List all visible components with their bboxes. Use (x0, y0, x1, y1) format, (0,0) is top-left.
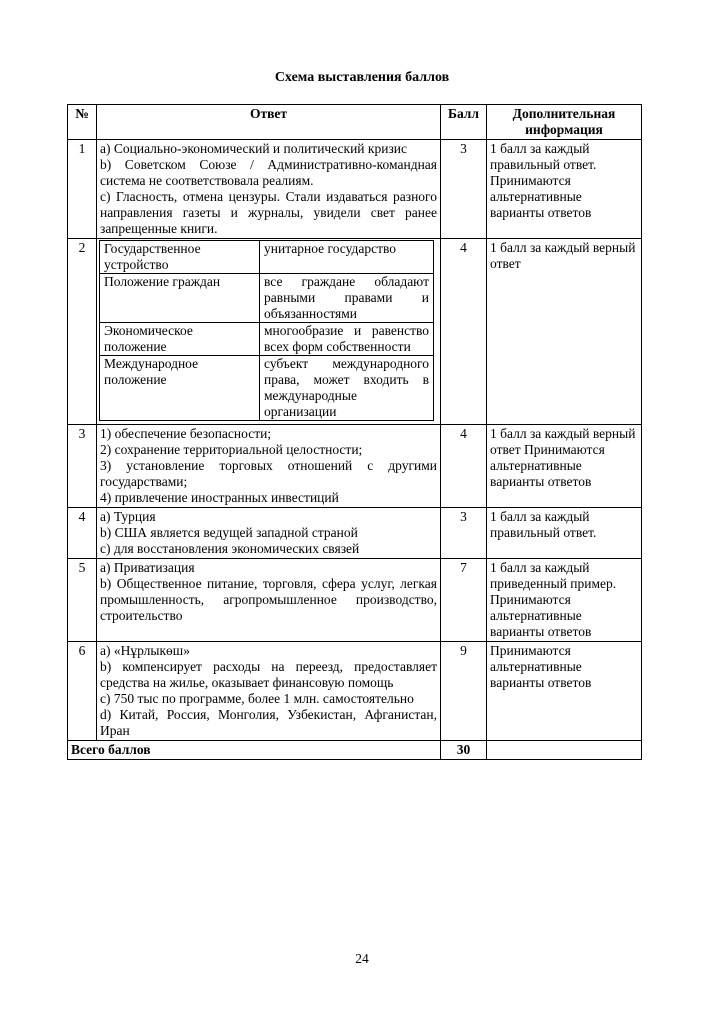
answer-line: a) Приватизация (100, 560, 195, 575)
total-score: 30 (441, 741, 487, 760)
header-info: Дополнительная информация (487, 105, 642, 140)
answer-line: 4) привлечение иностранных инвестиций (100, 490, 339, 505)
answer-cell (97, 140, 441, 239)
info-text: 1 балл за каждый приведенный пример. Принимаются альтернативные варианты ответов (490, 560, 617, 639)
score-cell: 9 (441, 642, 487, 741)
header-answer: Ответ (97, 105, 441, 140)
table-row (68, 559, 642, 642)
page-title: Схема выставления баллов (274, 70, 450, 85)
inner-value: многообразие и равенство всех форм собственности (260, 323, 434, 356)
answer-cell (97, 508, 441, 559)
total-label: Всего баллов (68, 741, 441, 760)
table-row (68, 425, 642, 508)
info-text: Принимаются альтернативные варианты ответов (490, 643, 592, 690)
table-row (68, 239, 642, 425)
answer-line: c) 750 тыс по программе, более 1 млн. самостоятельно (100, 691, 414, 706)
answer-cell (97, 642, 441, 741)
info-cell (487, 508, 642, 559)
header-row (68, 105, 642, 140)
inner-label: Экономическое положение (100, 323, 260, 356)
answer-cell (97, 239, 441, 425)
score-cell: 3 (441, 140, 487, 239)
answer-line: b) США является ведущей западной страной (100, 525, 358, 540)
answer-line: c) Гласность, отмена цензуры. Стали издаваться разного направления газеты и журналы, увидели свет ранее запрещенные книги. (100, 189, 437, 236)
answer-line: 1) обеспечение безопасности; (100, 426, 272, 441)
inner-row (100, 241, 434, 274)
info-cell (487, 140, 642, 239)
row-number: 3 (68, 425, 97, 508)
score-cell: 4 (441, 239, 487, 425)
info-text: 1 балл за каждый верный ответ (490, 240, 636, 271)
total-row (68, 741, 642, 760)
answer-line: a) Турция (100, 509, 156, 524)
answer-line: 2) сохранение территориальной целостности; (100, 442, 363, 457)
answer-line: b) Общественное питание, торговля, сфера услуг, легкая промышленность, агропромышленное производство, строительство (100, 576, 437, 623)
total-info-cell (487, 741, 642, 760)
table-row (68, 140, 642, 239)
row-number: 6 (68, 642, 97, 741)
row-number: 2 (68, 239, 97, 425)
row-number: 1 (68, 140, 97, 239)
inner-table (99, 240, 434, 421)
info-cell (487, 642, 642, 741)
score-cell: 4 (441, 425, 487, 508)
inner-label: Положение граждан (100, 274, 260, 323)
answer-cell (97, 559, 441, 642)
info-cell (487, 239, 642, 425)
answer-line: b) Советском Союзе / Административно-командная система не соответствовала реалиям. (100, 157, 437, 188)
inner-value: унитарное государство (260, 241, 434, 274)
row-number: 5 (68, 559, 97, 642)
answer-line: a) «Нұрлыкөш» (100, 643, 190, 658)
info-cell (487, 559, 642, 642)
score-cell: 7 (441, 559, 487, 642)
answer-line: b) компенсирует расходы на переезд, предоставляет средства на жилье, оказывает финансовую помощь (100, 659, 437, 690)
answer-line: 3) установление торговых отношений с другими государствами; (100, 458, 437, 489)
header-num: № (68, 105, 97, 140)
inner-value: субъект международного права, может входить в международные организации (260, 356, 434, 421)
answer-line: c) для восстановления экономических связей (100, 541, 360, 556)
answer-line: d) Китай, Россия, Монголия, Узбекистан, Афганистан, Иран (100, 707, 437, 738)
inner-row (100, 323, 434, 356)
info-text: 1 балл за каждый правильный ответ. Принимаются альтернативные варианты ответов (490, 141, 597, 220)
row-number: 4 (68, 508, 97, 559)
header-score: Балл (441, 105, 487, 140)
table-row (68, 642, 642, 741)
info-cell (487, 425, 642, 508)
page-number: 24 (355, 951, 369, 966)
info-text: 1 балл за каждый правильный ответ. (490, 509, 597, 540)
inner-value: все граждане обладают равными правами и объязанностями (260, 274, 434, 323)
answer-line: a) Социально-экономический и политический кризис (100, 141, 407, 156)
score-cell: 3 (441, 508, 487, 559)
info-text: 1 балл за каждый верный ответ Принимаются альтернативные варианты ответов (490, 426, 636, 489)
inner-label: Государственное устройство (100, 241, 260, 274)
inner-row (100, 274, 434, 323)
inner-row (100, 356, 434, 421)
scoring-table (67, 104, 642, 760)
answer-cell (97, 425, 441, 508)
table-row (68, 508, 642, 559)
inner-label: Международное положение (100, 356, 260, 421)
